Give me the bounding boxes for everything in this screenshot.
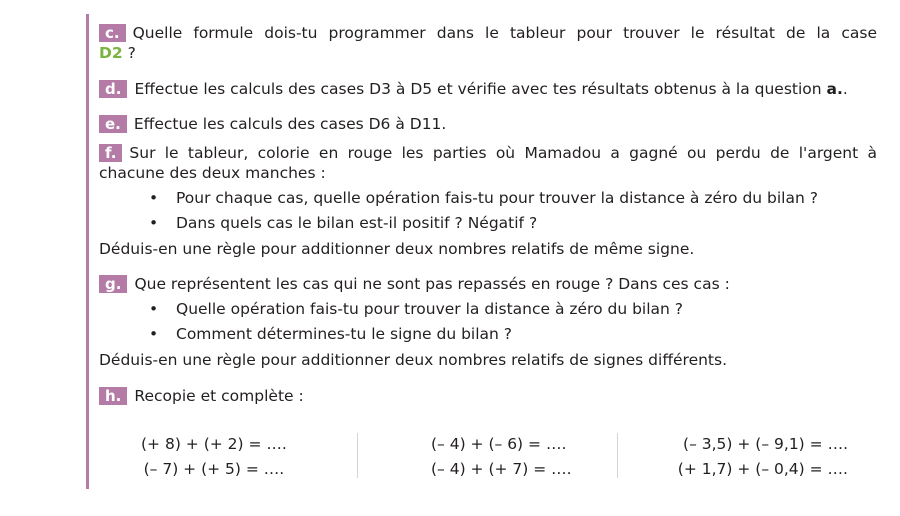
question-d-tag: d.: [99, 80, 127, 98]
column-divider: [617, 433, 618, 478]
exercise-item: (– 3,5) + (– 9,1) = ….: [683, 435, 848, 453]
question-e-tag: e.: [99, 115, 127, 133]
question-e-text: Effectue les calculs des cases D6 à D11.: [133, 115, 447, 133]
exercise-item: (– 4) + (+ 7) = ….: [431, 460, 572, 478]
exercise-item: (+ 1,7) + (– 0,4) = ….: [677, 460, 848, 478]
question-f-tag: f.: [99, 144, 122, 162]
question-e: [99, 114, 877, 134]
question-f-bullets: [99, 188, 877, 233]
question-d-tail: .: [842, 80, 848, 98]
question-g-tag: g.: [99, 275, 127, 293]
question-g-conclusion: Déduis-en une règle pour additionner deux nombres relatifs de signes différents.: [99, 351, 728, 369]
exercise-column-1: [141, 432, 287, 482]
question-f: [99, 143, 877, 183]
question-g-text: Que représentent les cas qui ne sont pas repassés en rouge ? Dans ces cas :: [134, 275, 730, 293]
list-item: • Dans quels cas le bilan est-il positif ? Négatif ?: [149, 213, 877, 233]
questions-list: [99, 18, 877, 406]
question-g-bullets: [99, 299, 877, 344]
question-d-ref: a.: [826, 80, 843, 98]
exercise-item: (– 7) + (+ 5) = ….: [143, 460, 285, 478]
exercise-column-3: [669, 432, 848, 482]
question-d-text: Effectue les calculs des cases D3 à D5 et vérifie avec tes résultats obtenus à la question: [134, 80, 827, 98]
question-c: [99, 23, 877, 43]
question-c-text: Quelle formule dois-tu programmer dans le tableur pour trouver le résultat de la case: [132, 24, 877, 42]
question-d: [99, 79, 877, 99]
question-h-tag: h.: [99, 387, 127, 405]
list-item: • Comment détermines-tu le signe du bilan ?: [149, 324, 877, 344]
question-c-tag: c.: [99, 24, 126, 42]
list-item: • Pour chaque cas, quelle opération fais-tu pour trouver la distance à zéro du bilan ?: [149, 188, 877, 208]
column-divider: [357, 433, 358, 478]
exercise-column-2: [431, 432, 572, 482]
cell-reference-d2: D2: [99, 44, 123, 62]
exercise-item: (– 4) + (– 6) = ….: [431, 435, 567, 453]
question-c-line2: [99, 43, 877, 63]
question-g: [99, 274, 877, 294]
margin-rule: [86, 14, 89, 489]
question-f-text: Sur le tableur, colorie en rouge les parties où Mamadou a gagné ou perdu de l'argent à chacune des deux manches :: [99, 144, 877, 182]
question-h: [99, 386, 877, 406]
exercise-item: (+ 8) + (+ 2) = ….: [141, 435, 287, 453]
question-f-conclusion: Déduis-en une règle pour additionner deux nombres relatifs de même signe.: [99, 240, 695, 258]
question-h-text: Recopie et complète :: [134, 387, 304, 405]
list-item: • Quelle opération fais-tu pour trouver la distance à zéro du bilan ?: [149, 299, 877, 319]
question-c-tail: ?: [122, 44, 136, 62]
